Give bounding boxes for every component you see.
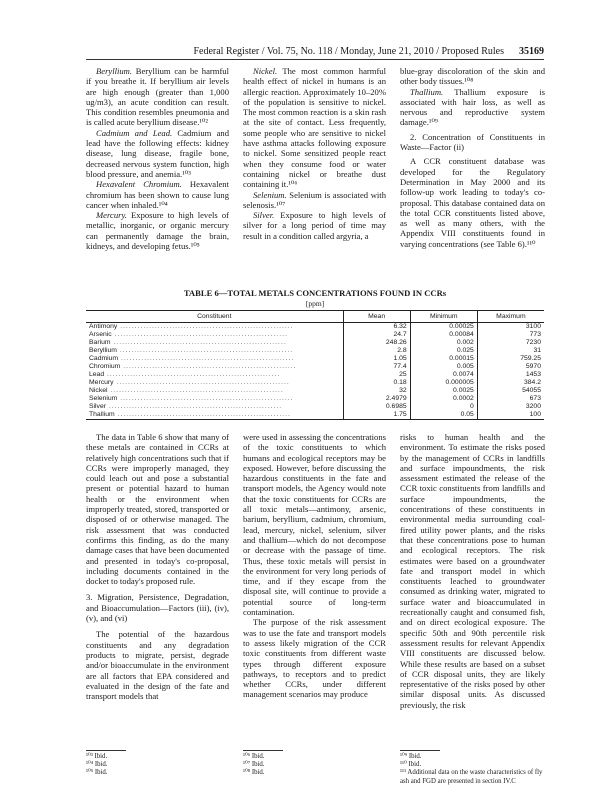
row-maximum: 54055	[477, 387, 544, 395]
table-row	[86, 363, 544, 371]
column-header: Mean	[343, 311, 410, 323]
footnote: ¹¹⁰ Ibid.	[400, 761, 422, 769]
row-mean: 24.7	[343, 331, 410, 339]
row-mean: 1.75	[343, 411, 410, 420]
footnotes-column-2	[243, 750, 386, 778]
footnote: ¹⁰⁵ Ibid.	[86, 769, 108, 777]
row-constituent: Antimony ............................................................	[89, 323, 294, 330]
table-row	[86, 355, 544, 363]
top-column-2	[243, 66, 386, 241]
table-row	[86, 395, 544, 403]
paragraph: blue-gray discoloration of the skin and other body tissues.¹⁰⁸	[400, 66, 545, 87]
footnote: ¹⁰⁹ Ibid.	[400, 753, 422, 760]
row-constituent: Silver ............................................................	[89, 403, 283, 410]
row-minimum: 0.0002	[410, 395, 477, 403]
table-row	[86, 323, 544, 332]
leader-dots: ............................................................	[117, 395, 294, 402]
row-maximum: 1453	[477, 371, 544, 379]
paragraph: were used in assessing the concentrations of the toxic constituents to which humans and ecological receptors may be exposed. However, before discussing the hazardous constituents in the fate and transport models, the Agency would note that the toxic constituents for CCRs are all toxic metals—antimony, arsenic, barium, beryllium, cadmium, chromium, lead, mercury, nickel, selenium, silver and thallium—which do not decompose or decrease with the passage of time. Thus, these toxic metals will persist in the environment for very long periods of time, and if they escape from the disposal site, will continue to provide a potential source of long-term contamination.	[243, 432, 386, 618]
row-constituent: Chromium ............................................................	[89, 363, 297, 370]
page-number: 35169	[519, 46, 544, 57]
leader-dots: ............................................................	[110, 339, 287, 346]
table-row	[86, 403, 544, 411]
bottom-column-2	[243, 432, 386, 700]
row-minimum: 0.000005	[410, 379, 477, 387]
row-maximum: 3100	[477, 323, 544, 332]
row-constituent: Beryllium ............................................................	[89, 347, 294, 354]
header-rule	[86, 59, 544, 60]
paragraph: Hexavalent Chromium. Hexavalent chromium has been shown to cause lung cancer when inhaled.¹⁰⁴	[86, 179, 229, 210]
column-header: Minimum	[410, 311, 477, 323]
page-header	[86, 46, 544, 60]
leader-dots: ............................................................	[114, 411, 291, 418]
leader-dots: ............................................................	[107, 387, 284, 394]
row-constituent: Lead ............................................................	[89, 371, 281, 378]
footnotes-column-1	[86, 750, 229, 778]
bottom-column-1	[86, 432, 229, 701]
table-row	[86, 331, 544, 339]
paragraph: The data in Table 6 show that many of these metals are contained in CCRs at relatively high concentrations such that if CCRs were improperly managed, they could leach out and pose a substantial present or potential hazard to human health or the environment when improperly treated, stored, transported or disposed of or otherwise managed. The risk assessment that was conducted confirms this finding, as do the many damage cases that have been documented and presented in today's co-proposal, including documents contained in the docket to today's proposed rule.	[86, 432, 229, 587]
row-minimum: 0.0074	[410, 371, 477, 379]
bottom-column-3	[400, 432, 545, 710]
footnote: ¹⁰⁴ Ibid.	[86, 761, 108, 769]
paragraph: risks to human health and the environment. To estimate the risks posed by the management of CCRs in landfills and surface impoundments, the risk assessment estimated the release of the CCR toxic constituents from landfills and surface impoundments, the concentrations of these constituents in environmental media surrounding coal-fired utility power plants, and the risks that these concentrations pose to human and ecological receptors. The risk estimates were based on a groundwater fate and transport model in which constituents leached to groundwater consumed as drinking water, migrated to surface water and bioaccumulated in recreationally caught and consumed fish, and on direct ecological exposure. The specific 50th and 90th percentile risk assessment results for relevant Appendix VIII constituents are discussed below. While these results are based on a subset of CCR disposal units, they are likely representative of the risks posed by other similar disposal units. As discussed previously, the risk	[400, 432, 545, 710]
leader-dots: ............................................................	[120, 363, 297, 370]
row-mean: 25	[343, 371, 410, 379]
footnote: ¹⁰⁷ Ibid.	[243, 761, 265, 769]
row-constituent: Selenium ............................................................	[89, 395, 294, 402]
table-row	[86, 411, 544, 420]
footnote: ¹⁰³ Ibid.	[86, 753, 108, 760]
row-minimum: 0	[410, 403, 477, 411]
leader-dots: ............................................................	[116, 347, 294, 354]
paragraph: A CCR constituent database was developed for the Regulatory Determination in May 2000 and its follow-up work leading to today's co-proposal. This database contained data on the total CCR constituents listed above, as well as many others, with the Appendix VIII constituents found in varying concentrations (see Table 6).¹¹⁰	[400, 156, 545, 249]
row-constituent: Nickel ............................................................	[89, 387, 284, 394]
row-maximum: 3200	[477, 403, 544, 411]
paragraph: Nickel. The most common harmful health effect of nickel in humans is an allergic reaction. Approximately 10–20% of the population is sensitive to nickel. The most common reaction is a skin rash at the site of contact. Less frequently, some people who are sensitive to nickel have asthma attacks following exposure to nickel. Some sensitized people react when they consume food or water containing nickel or breathe dust containing it.¹⁰⁶	[243, 66, 386, 190]
leader-dots: ............................................................	[106, 403, 283, 410]
paragraph: The purpose of the risk assessment was to use the fate and transport models to assess likely migration of the CCR toxic constituents from different waste types through different exposure pathways, to receptors and to predict whether CCRs, under different management scenarios may produce	[243, 617, 386, 700]
row-maximum: 384.2	[477, 379, 544, 387]
row-constituent: Mercury ............................................................	[89, 379, 290, 386]
paragraph: Cadmium and Lead. Cadmium and lead have the following effects: kidney disease, lung disease, fragile bone, decreased nervous system function, high blood pressure, and anemia.¹⁰³	[86, 127, 229, 179]
row-mean: 32	[343, 387, 410, 395]
footnote-rule	[400, 750, 440, 751]
row-maximum: 7230	[477, 339, 544, 347]
row-maximum: 5970	[477, 363, 544, 371]
row-mean: 6.32	[343, 323, 410, 332]
paragraph: The potential of the hazardous constituents and any degradation products to migrate, persist, degrade and/or bioaccumulate in the environment are all factors that EPA considered and evaluated in the design of the fate and transport models that	[86, 629, 229, 702]
paragraph: Silver. Exposure to high levels of silver for a long period of time may result in a condition called argyria, a	[243, 210, 386, 241]
row-maximum: 31	[477, 347, 544, 355]
leader-dots: ............................................................	[118, 355, 295, 362]
top-column-1	[86, 66, 229, 251]
row-mean: 2.4979	[343, 395, 410, 403]
row-mean: 0.6985	[343, 403, 410, 411]
row-constituent: Cadmium ............................................................	[89, 355, 295, 362]
row-minimum: 0.0025	[410, 387, 477, 395]
column-header: Maximum	[477, 311, 544, 323]
table-row	[86, 371, 544, 379]
section-heading: 3. Migration, Persistence, Degradation, and Bioaccumulation—Factors (iii), (iv), (v), and (vi)	[86, 592, 229, 624]
table-row	[86, 387, 544, 395]
row-minimum: 0.00025	[410, 323, 477, 332]
footnote: ¹⁰⁸ Ibid.	[243, 769, 265, 777]
row-mean: 77.4	[343, 363, 410, 371]
table-row	[86, 339, 544, 347]
row-mean: 2.8	[343, 347, 410, 355]
row-minimum: 0.005	[410, 363, 477, 371]
row-minimum: 0.00015	[410, 355, 477, 363]
row-minimum: 0.025	[410, 347, 477, 355]
row-minimum: 0.05	[410, 411, 477, 420]
metals-table	[86, 310, 544, 420]
row-minimum: 0.002	[410, 339, 477, 347]
paragraph: Mercury. Exposure to high levels of metallic, inorganic, or organic mercury can permanently damage the brain, kidneys, and developing fetus.¹⁰⁵	[86, 210, 229, 252]
paragraph: Selenium. Selenium is associated with selenosis.¹⁰⁷	[243, 189, 386, 210]
row-constituent: Thallium ............................................................	[86, 411, 343, 420]
row-maximum: 100	[477, 411, 544, 420]
row-maximum: 673	[477, 395, 544, 403]
section-heading: 2. Concentration of Constituents in Waste—Factor (ii)	[400, 131, 545, 153]
table-unit: [ppm]	[305, 299, 325, 308]
footnote-rule	[243, 750, 283, 751]
row-maximum: 759.25	[477, 355, 544, 363]
table-header-row	[86, 311, 544, 323]
table-row	[86, 347, 544, 355]
running-head: Federal Register / Vol. 75, No. 118 / Monday, June 21, 2010 / Proposed Rules	[193, 46, 504, 57]
row-mean: 1.05	[343, 355, 410, 363]
leader-dots: ............................................................	[113, 379, 290, 386]
row-mean: 0.18	[343, 379, 410, 387]
row-constituent: Barium ............................................................	[89, 339, 287, 346]
footnote: ¹⁰⁶ Ibid.	[243, 753, 265, 760]
row-minimum: 0.00084	[410, 331, 477, 339]
row-maximum: 773	[477, 331, 544, 339]
footnote-rule	[86, 750, 126, 751]
leader-dots: ............................................................	[111, 331, 288, 338]
footnotes-column-3	[400, 750, 545, 786]
top-column-3	[400, 66, 545, 249]
paragraph: Beryllium. Beryllium can be harmful if you breathe it. If beryllium air levels are high enough (greater than 1,000 ug/m3), an acute condition can result. This condition resembles pneumonia and is called acute beryllium disease.¹⁰²	[86, 66, 229, 128]
column-header: Constituent	[86, 311, 343, 323]
row-constituent: Arsenic ............................................................	[89, 331, 288, 338]
paragraph: Thallium. Thallium exposure is associated with hair loss, as well as nervous and reproductive system damage.¹⁰⁹	[400, 86, 545, 128]
table-row	[86, 379, 544, 387]
footnote: ¹¹¹ Additional data on the waste characteristics of fly ash and FGD are presented in section IV.C	[400, 769, 543, 785]
table-title: TABLE 6—TOTAL METALS CONCENTRATIONS FOUND IN CCRs	[183, 288, 447, 298]
row-mean: 248.26	[343, 339, 410, 347]
leader-dots: ............................................................	[104, 371, 281, 378]
leader-dots: ............................................................	[117, 323, 294, 330]
